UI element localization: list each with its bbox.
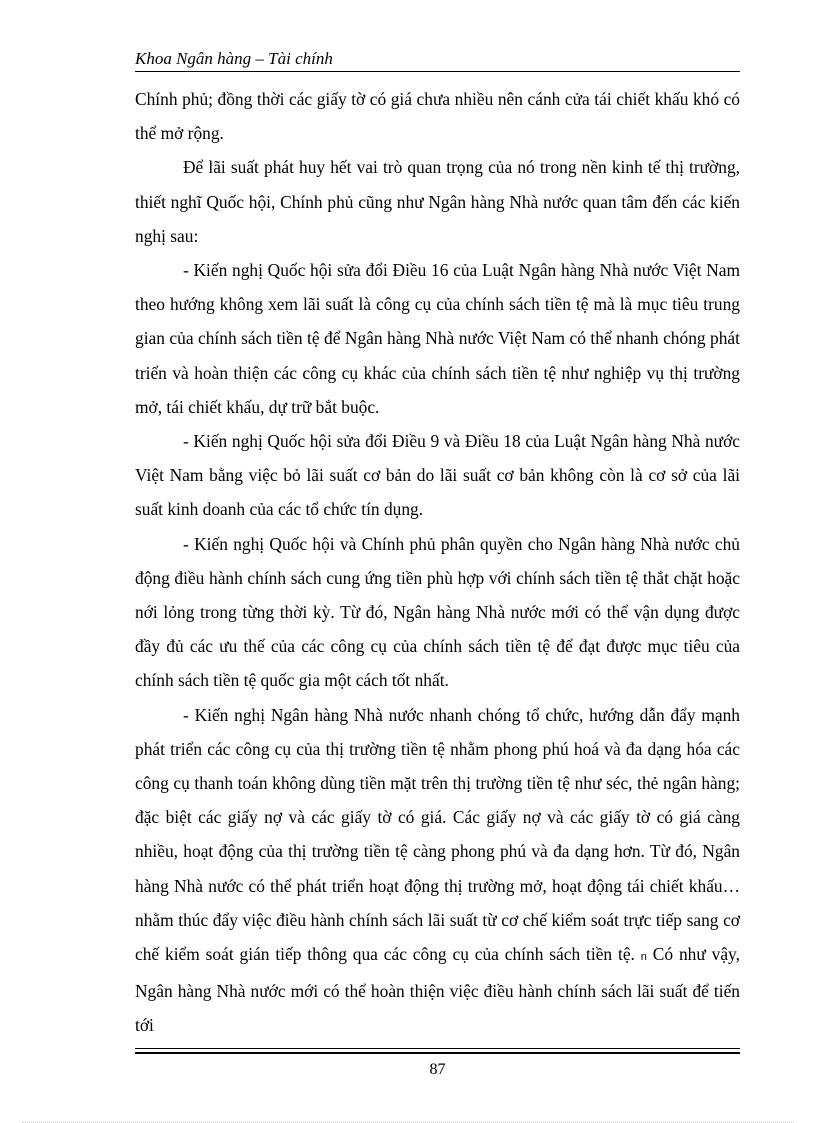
paragraph-5: - Kiến nghị Quốc hội và Chính phủ phân quyền cho Ngân hàng Nhà nước chủ động điều hành chính sách cung ứng tiền phù hợp với chính sách tiền tệ thắt chặt hoặc nới lỏng trong từng thời kỳ. Từ đó, Ngân hàng Nhà nước mới có thể vận dụng được đầy đủ các ưu thế của các công cụ của chính sách tiền tệ để đạt được mục tiêu của chính sách tiền tệ quốc gia một cách tốt nhất. xyxy=(135,533,740,691)
paragraph-6-text-b: Có như vậy, Ngân hàng Nhà nước mới có thể hoàn thiện việc điều hành chính sách lãi suất để tiến tới xyxy=(135,944,740,1036)
page-number: 87 xyxy=(429,1061,446,1078)
footer-rule-thin xyxy=(135,1048,740,1049)
paragraph-6-text-a: - Kiến nghị Ngân hàng Nhà nước nhanh chóng tổ chức, hướng dẫn đẩy mạnh phát triển các công cụ của thị trường tiền tệ nhằm phong phú hoá và đa dạng hóa các công cụ thanh toán không dùng tiền mặt trên thị trường tiền tệ như séc, thẻ ngân hàng; đặc biệt các giấy nợ và các giấy tờ có giá. Các giấy nợ và các giấy tờ có giá càng nhiều, hoạt động của thị trường tiền tệ càng phong phú và đa dạng hơn. Từ đó, Ngân hàng Nhà nước có thể phát triển hoạt động thị trường mở, hoạt động tái chiết khấu… nhằm thúc đẩy việc điều hành chính sách lãi suất từ cơ chế kiểm soát trực tiếp sang cơ chế kiểm soát gián tiếp thông qua các công cụ của chính sách tiền tệ. xyxy=(135,704,740,965)
header-rule xyxy=(135,71,740,72)
page-header: Khoa Ngân hàng – Tài chính xyxy=(135,49,333,68)
document-body xyxy=(135,82,740,1043)
paragraph-1: Chính phủ; đồng thời các giấy tờ có giá chưa nhiều nên cánh cửa tái chiết khấu khó có thể mở rộng. xyxy=(135,89,740,144)
footnote-marker: n xyxy=(640,951,647,964)
paragraph-2: Để lãi suất phát huy hết vai trò quan trọng của nó trong nền kinh tế thị trường, thiết nghĩ Quốc hội, Chính phủ cũng như Ngân hàng Nhà nước quan tâm đến các kiến nghị sau: xyxy=(135,157,740,246)
paragraph-6 xyxy=(135,698,740,1043)
paragraph-4: - Kiến nghị Quốc hội sửa đổi Điều 9 và Điều 18 của Luật Ngân hàng Nhà nước Việt Nam bằng việc bỏ lãi suất cơ bản do lãi suất cơ bản không còn là cơ sở của lãi suất kinh doanh của các tổ chức tín dụng. xyxy=(135,431,740,520)
paragraph-3: - Kiến nghị Quốc hội sửa đổi Điều 16 của Luật Ngân hàng Nhà nước Việt Nam theo hướng không xem lãi suất là công cụ của chính sách tiền tệ mà là mục tiêu trung gian của chính sách tiền tệ để Ngân hàng Nhà nước Việt Nam có thể nhanh chóng phát triển và hoàn thiện các công cụ khác của chính sách tiền tệ như nghiệp vụ thị trường mở, tái chiết khấu, dự trữ bắt buộc. xyxy=(135,260,740,417)
footer-rule-thick xyxy=(135,1052,740,1054)
